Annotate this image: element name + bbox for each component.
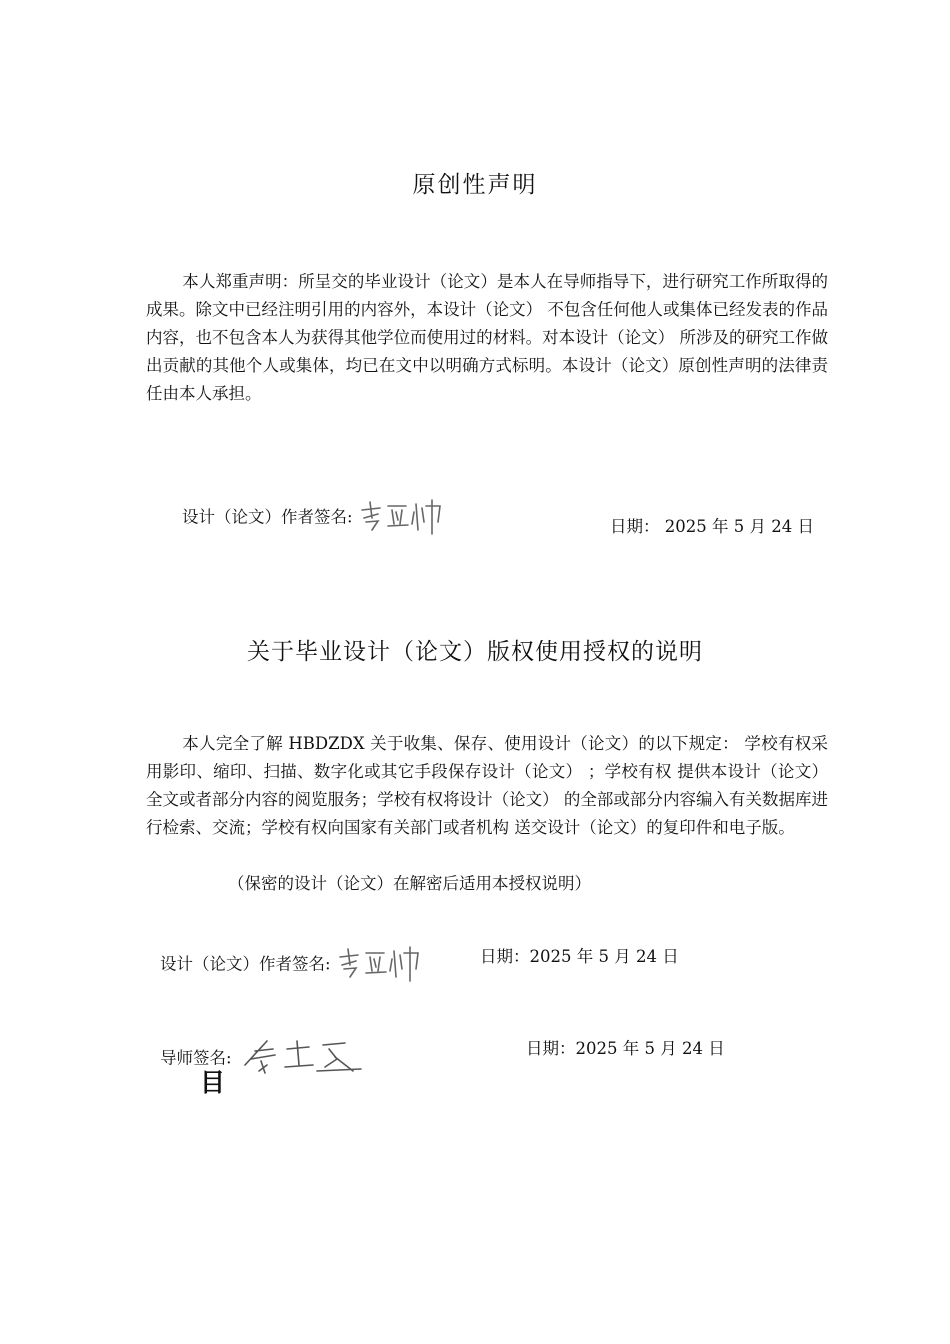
confidential-note: （保密的设计（论文）在解密后适用本授权说明） — [228, 874, 591, 893]
date-label: 日期： — [610, 517, 660, 536]
copyright-paragraph: 本人完全了解 HBDZDX 关于收集、保存、使用设计（论文）的以下规定： 学校有权采用影印、缩印、扫描、数字化或其它手段保存设计（论文） ；学校有权 提供本设计（论文） 全文或者部分内容的阅览服务；学校有权将设计（论文） 的全部或部分内容编入有关数据库进行检索、交流；学校有权向国家有关部门或者机构 送交设计（论文）的复印件和电子版。 — [146, 734, 828, 837]
advisor-sign-label: 导师签名: — [160, 1048, 232, 1068]
advisor-date: 日期：2025 年 5 月 24 日 — [526, 1039, 725, 1058]
author-sign-label: 设计（论文）作者签名: — [182, 507, 353, 527]
copyright-author-signature-line — [160, 943, 422, 987]
contents-heading-fragment: 目 — [200, 1068, 226, 1097]
author-signature-image — [358, 496, 444, 540]
declaration-author-signature-line — [182, 496, 444, 540]
author-sign-label: 设计（论文）作者签名: — [160, 954, 331, 974]
declaration-title: 原创性声明 — [412, 172, 538, 198]
author-signature-image — [336, 943, 422, 987]
date-value: 2025 年 5 月 24 日 — [664, 517, 814, 536]
advisor-signature-line — [160, 1035, 367, 1083]
advisor-signature-image — [237, 1035, 367, 1083]
copyright-author-date: 日期：2025 年 5 月 24 日 — [480, 947, 679, 966]
declaration-date — [610, 513, 814, 537]
copyright-title: 关于毕业设计（论文）版权使用授权的说明 — [247, 639, 703, 665]
declaration-paragraph: 本人郑重声明：所呈交的毕业设计（论文）是本人在导师指导下，进行研究工作所取得的成果。除文中已经注明引用的内容外，本设计（论文） 不包含任何他人或集体已经发表的作品内容，也不包含本人为获得其他学位而使用过的材料。对本设计（论文） 所涉及的研究工作做出贡献的其他个人或集体，均已在文中以明确方式标明。本设计（论文）原创性声明的法律责任由本人承担。 — [146, 272, 828, 403]
